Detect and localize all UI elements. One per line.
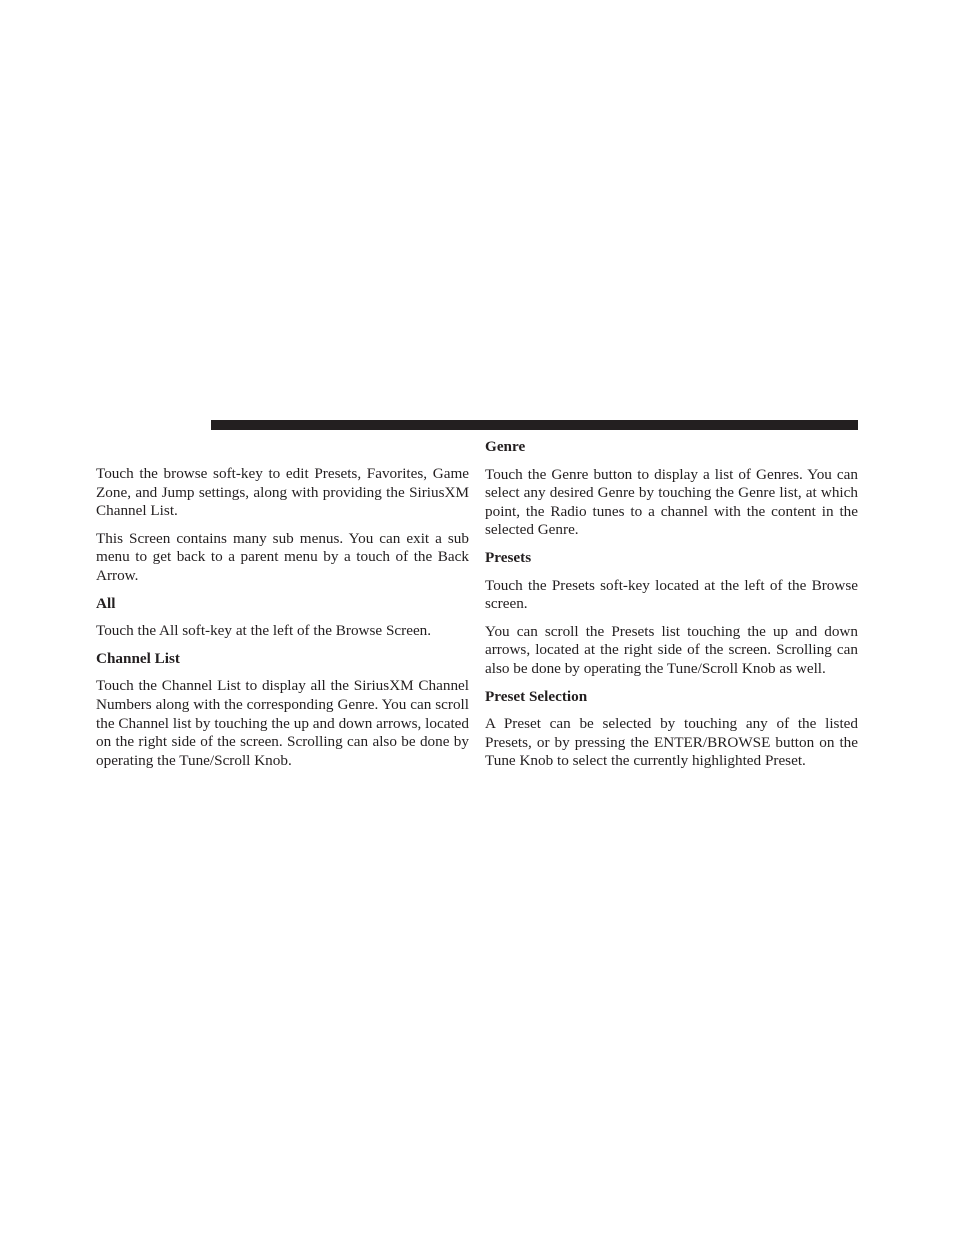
channel-list-heading: Channel List	[96, 649, 180, 667]
browse-intro-paragraph: Touch the browse soft-key to edit Presets, Favorites, Game Zone, and Jump settings, along with providing the SiriusXM Channel List.	[96, 465, 469, 520]
all-heading: All	[96, 594, 116, 612]
preset-selection-paragraph: A Preset can be selected by touching any of the listed Presets, or by pressing the ENTER/BROWSE button on the Tune Knob to select the currently highlighted Preset.	[485, 715, 858, 770]
genre-heading: Genre	[485, 438, 526, 455]
all-paragraph: Touch the All soft-key at the left of the Browse Screen.	[96, 622, 432, 640]
presets-paragraph-2: You can scroll the Presets list touching the up and down arrows, located at the right side of the screen. Scrolling can also be done by operating the Tune/Scroll Knob as well.	[485, 622, 858, 677]
right-column	[485, 438, 858, 780]
sub-menu-paragraph: This Screen contains many sub menus. You can exit a sub menu to get back to a parent menu by a touch of the Back Arrow.	[96, 529, 469, 584]
presets-paragraph-1: Touch the Presets soft-key located at the left of the Browse screen.	[485, 576, 858, 613]
header-rule	[211, 420, 858, 430]
preset-selection-heading: Preset Selection	[485, 687, 588, 705]
genre-paragraph: Touch the Genre button to display a list of Genres. You can select any desired Genre by touching the Genre list, at which point, the Radio tunes to a channel with the content in the selected Genre.	[485, 465, 858, 539]
channel-list-paragraph: Touch the Channel List to display all the SiriusXM Channel Numbers along with the corresponding Genre. You can scroll the Channel list by touching the up and down arrows, located on the right side of the screen. Scrolling can also be done by operating the Tune/Scroll Knob.	[96, 677, 469, 769]
presets-heading: Presets	[485, 548, 532, 566]
left-column	[96, 465, 469, 779]
